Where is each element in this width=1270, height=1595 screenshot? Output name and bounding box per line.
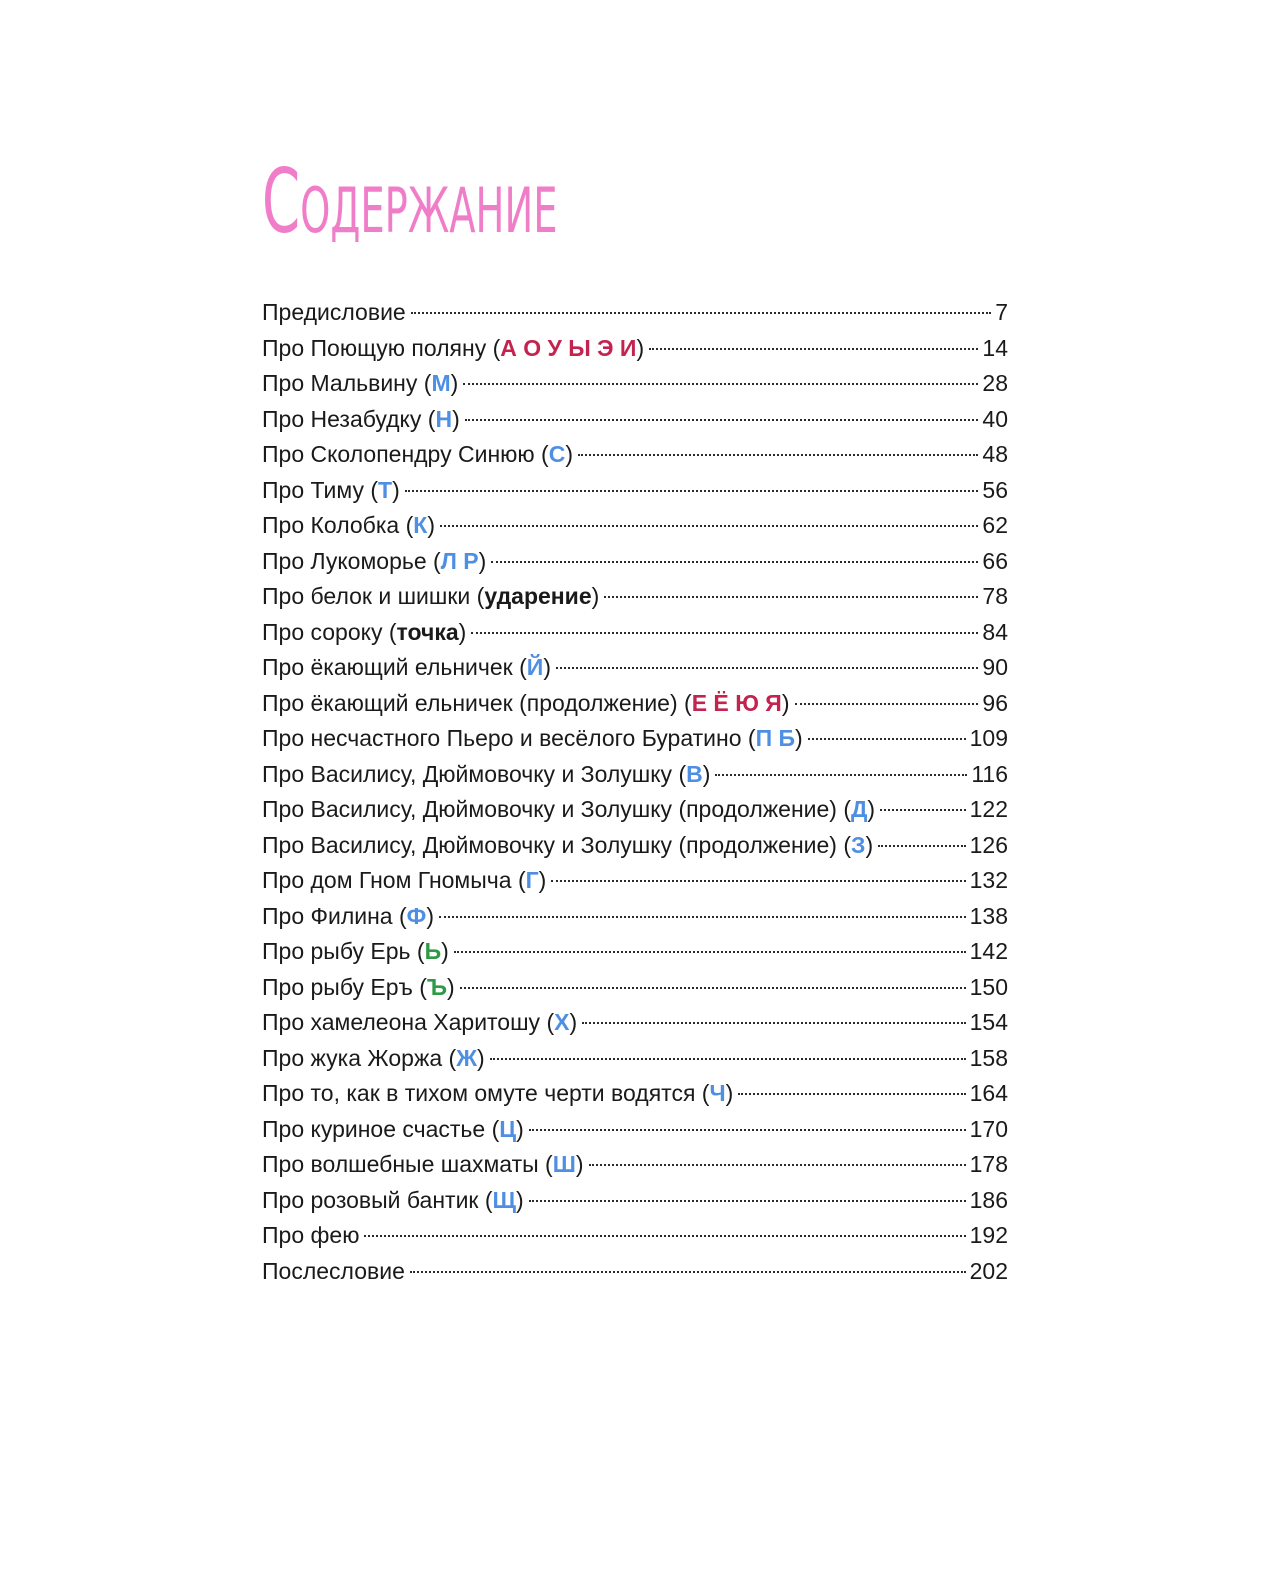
toc-entry-page-number: 142 bbox=[969, 938, 1008, 964]
toc-entry-letter-mark: Ф bbox=[406, 902, 427, 929]
dot-leader bbox=[551, 880, 965, 882]
toc-entry-title bbox=[262, 544, 486, 580]
toc-entry[interactable] bbox=[262, 1254, 1008, 1290]
dot-leader bbox=[364, 1235, 965, 1237]
dot-leader bbox=[556, 667, 978, 669]
toc-entry-mark-group: (К) bbox=[399, 512, 435, 538]
toc-entry-page-number: 116 bbox=[971, 760, 1008, 787]
toc-entry-letter-mark: З bbox=[851, 831, 866, 858]
toc-entry-letter-mark: Ь bbox=[424, 938, 442, 964]
toc-entry-title bbox=[262, 1254, 405, 1290]
dot-leader bbox=[471, 632, 978, 634]
toc-entry-letter-mark: Г bbox=[525, 867, 539, 893]
toc-entry[interactable] bbox=[262, 1112, 1008, 1148]
dot-leader bbox=[410, 1271, 966, 1273]
toc-entry-letter-mark: Ч bbox=[709, 1080, 726, 1106]
toc-entry-title-text: Про белок и шишки bbox=[262, 583, 471, 609]
dot-leader bbox=[439, 916, 966, 918]
toc-entry-letter-mark: Е Ё Ю Я bbox=[691, 689, 782, 716]
toc-entry[interactable] bbox=[262, 402, 1008, 438]
toc-entry-title-text: Про несчастного Пьеро и весёлого Буратино bbox=[262, 725, 742, 751]
toc-entry-title bbox=[262, 508, 435, 544]
toc-entry-title-text: Про рыбу Еръ bbox=[262, 973, 413, 1000]
toc-entry-title-text: Про Незабудку bbox=[262, 405, 422, 432]
toc-entry-page-number: 40 bbox=[982, 405, 1008, 432]
dot-leader bbox=[411, 312, 991, 314]
dot-leader bbox=[808, 738, 966, 740]
toc-entry[interactable] bbox=[262, 792, 1008, 828]
toc-entry[interactable] bbox=[262, 828, 1008, 864]
toc-entry-mark-group: (Ь) bbox=[410, 938, 449, 964]
toc-entry-title-text: Про Колобка bbox=[262, 512, 400, 538]
toc-entry-page-number: 14 bbox=[982, 334, 1008, 361]
dot-leader bbox=[738, 1093, 965, 1095]
toc-entry-page-number: 122 bbox=[969, 796, 1008, 822]
toc-entry[interactable] bbox=[262, 721, 1008, 757]
dot-leader bbox=[878, 845, 966, 847]
dot-leader bbox=[589, 1164, 966, 1166]
toc-entry[interactable] bbox=[262, 1041, 1008, 1077]
toc-entry-title bbox=[262, 828, 873, 864]
toc-entry-title-text: Про Сколопендру Синюю bbox=[262, 441, 535, 467]
toc-entry-title bbox=[262, 437, 573, 473]
toc-entry-title-text: Про ёкающий ельничек bbox=[262, 654, 513, 680]
toc-entry[interactable] bbox=[262, 1076, 1008, 1112]
dot-leader bbox=[454, 951, 966, 953]
toc-entry-letter-mark: Й bbox=[526, 654, 544, 680]
toc-entry-letter-mark: Ш bbox=[552, 1151, 576, 1177]
toc-entry-letter-mark: П Б bbox=[755, 725, 796, 751]
toc-entry-title bbox=[262, 934, 449, 970]
toc-entry-mark-group: (Ш) bbox=[538, 1151, 584, 1177]
toc-entry-title bbox=[262, 970, 455, 1006]
toc-entry-title bbox=[262, 1183, 524, 1219]
toc-entry[interactable] bbox=[262, 508, 1008, 544]
toc-entry-page-number: 96 bbox=[982, 689, 1008, 716]
toc-entry-title-text: Про ёкающий ельничек (продолжение) bbox=[262, 689, 678, 716]
toc-entry[interactable] bbox=[262, 757, 1008, 793]
toc-entry-page-number: 84 bbox=[982, 618, 1008, 645]
toc-entry-mark-group: (ударение) bbox=[470, 583, 600, 609]
toc-entry-title-text: Про Лукоморье bbox=[262, 547, 427, 574]
toc-entry-title bbox=[262, 331, 644, 367]
toc-entry-letter-mark: К bbox=[413, 512, 428, 538]
toc-entry-page-number: 138 bbox=[969, 902, 1008, 929]
toc-entry-title-text: Про Василису, Дюймовочку и Золушку bbox=[262, 760, 673, 787]
toc-entry-title bbox=[262, 1005, 577, 1041]
toc-entry[interactable] bbox=[262, 544, 1008, 580]
toc-entry-mark-group: (Н) bbox=[421, 405, 460, 432]
toc-entry-page-number: 7 bbox=[995, 299, 1008, 325]
toc-entry-title-text: Про сороку bbox=[262, 618, 383, 645]
toc-entry[interactable] bbox=[262, 1147, 1008, 1183]
toc-entry-title bbox=[262, 757, 710, 793]
dot-leader bbox=[529, 1129, 966, 1131]
toc-entry-title bbox=[262, 1041, 485, 1077]
toc-entry-page-number: 178 bbox=[969, 1151, 1008, 1177]
toc-entry-letter-mark: С bbox=[548, 441, 566, 467]
toc-entry-page-number: 78 bbox=[982, 583, 1008, 609]
toc-entry-page-number: 62 bbox=[982, 512, 1008, 538]
toc-entry-page-number: 164 bbox=[969, 1080, 1008, 1106]
toc-entry-mark-group: (Е Ё Ю Я) bbox=[677, 689, 790, 716]
dot-leader bbox=[490, 1058, 966, 1060]
toc-entry-page-number: 66 bbox=[982, 547, 1008, 574]
toc-entry-title bbox=[262, 473, 400, 509]
table-of-contents bbox=[262, 295, 1008, 1289]
toc-entry[interactable] bbox=[262, 863, 1008, 899]
toc-entry-mark-group: (Ч) bbox=[695, 1080, 734, 1106]
toc-entry-title-text: Про рыбу Ерь bbox=[262, 938, 411, 964]
toc-entry-title-text: Предисловие bbox=[262, 299, 406, 325]
dot-leader bbox=[604, 596, 978, 598]
toc-entry-title bbox=[262, 863, 546, 899]
toc-entry-title-text: Про жука Жоржа bbox=[262, 1044, 443, 1071]
toc-entry-title bbox=[262, 1218, 359, 1254]
dot-leader bbox=[463, 383, 978, 385]
toc-entry-mark-group: (М) bbox=[417, 370, 459, 396]
toc-entry-title bbox=[262, 792, 875, 828]
toc-entry-page-number: 202 bbox=[969, 1257, 1008, 1284]
toc-entry[interactable] bbox=[262, 615, 1008, 651]
toc-entry[interactable] bbox=[262, 686, 1008, 722]
toc-entry-mark-group: (Г) bbox=[511, 867, 547, 893]
toc-entry-letter-mark: А О У Ы Э И bbox=[500, 334, 637, 361]
toc-entry-letter-mark: Щ bbox=[492, 1186, 516, 1213]
toc-entry-page-number: 132 bbox=[969, 867, 1008, 893]
toc-entry-mark-group: (С) bbox=[534, 441, 574, 467]
toc-entry-title-text: Про хамелеона Харитошу bbox=[262, 1009, 541, 1035]
toc-entry[interactable] bbox=[262, 970, 1008, 1006]
toc-entry-title bbox=[262, 650, 551, 686]
toc-entry-mark-group: (Х) bbox=[540, 1009, 578, 1035]
toc-entry-title-text: Про то, как в тихом омуте черти водятся bbox=[262, 1080, 696, 1106]
toc-entry-title bbox=[262, 615, 466, 651]
toc-entry[interactable] bbox=[262, 437, 1008, 473]
toc-entry-title-text: Про Поющую поляну bbox=[262, 334, 487, 361]
toc-entry-letter-mark: Л Р bbox=[440, 547, 479, 574]
toc-entry-letter-mark: Н bbox=[435, 405, 453, 432]
page-title: Содержание bbox=[262, 150, 558, 253]
toc-entry-letter-mark: В bbox=[686, 760, 703, 787]
toc-entry-mark-group: (Ф) bbox=[392, 902, 434, 929]
toc-entry-mark-group: (Ж) bbox=[442, 1044, 485, 1071]
dot-leader bbox=[460, 987, 966, 989]
dot-leader bbox=[529, 1200, 966, 1202]
toc-entry-mark-group: (Т) bbox=[363, 476, 400, 503]
toc-entry[interactable] bbox=[262, 1005, 1008, 1041]
toc-entry-title-text: Про дом Гном Гномыча bbox=[262, 867, 512, 893]
dot-leader bbox=[465, 419, 979, 421]
dot-leader bbox=[582, 1022, 965, 1024]
toc-entry-mark-group: (П Б) bbox=[741, 725, 803, 751]
dot-leader bbox=[440, 525, 978, 527]
toc-entry-title-text: Про куриное счастье bbox=[262, 1115, 486, 1142]
toc-entry-page-number: 186 bbox=[969, 1186, 1008, 1213]
toc-entry-letter-mark: Ц bbox=[499, 1115, 517, 1142]
toc-entry-title-text: Про волшебные шахматы bbox=[262, 1151, 539, 1177]
toc-entry-mark-group: (З) bbox=[836, 831, 874, 858]
toc-entry-title-text: Про розовый бантик bbox=[262, 1186, 479, 1213]
toc-entry-page-number: 90 bbox=[982, 654, 1008, 680]
toc-entry-mark-group: (В) bbox=[672, 760, 711, 787]
dot-leader bbox=[649, 348, 978, 350]
toc-entry-title bbox=[262, 402, 460, 438]
toc-entry[interactable] bbox=[262, 1218, 1008, 1254]
toc-entry-title bbox=[262, 1112, 524, 1148]
toc-entry-mark-group: (Л Р) bbox=[426, 547, 487, 574]
toc-entry-page-number: 170 bbox=[969, 1115, 1008, 1142]
toc-entry-title bbox=[262, 1076, 733, 1112]
toc-entry-letter-mark: Ъ bbox=[426, 973, 447, 1000]
dot-leader bbox=[715, 774, 967, 776]
toc-entry-mark-group: (Ц) bbox=[485, 1115, 524, 1142]
toc-entry[interactable] bbox=[262, 331, 1008, 367]
toc-entry-title-text: Про Мальвину bbox=[262, 370, 418, 396]
toc-entry-title-text: Про фею bbox=[262, 1222, 360, 1248]
toc-entry-title-text: Послесловие bbox=[262, 1257, 405, 1284]
toc-entry-letter-mark: Х bbox=[554, 1009, 570, 1035]
dot-leader bbox=[880, 809, 966, 811]
toc-entry-page-number: 154 bbox=[969, 1009, 1008, 1035]
dot-leader bbox=[491, 561, 978, 563]
toc-entry[interactable] bbox=[262, 366, 1008, 402]
toc-entry-mark-group: (Й) bbox=[512, 654, 551, 680]
toc-entry-title bbox=[262, 1147, 584, 1183]
toc-entry-title bbox=[262, 899, 434, 935]
toc-entry-mark-group: (Д) bbox=[836, 796, 876, 822]
toc-entry-mark-group: (А О У Ы Э И) bbox=[486, 334, 645, 361]
toc-entry-letter-mark: ударение bbox=[484, 583, 592, 609]
toc-entry-title bbox=[262, 686, 790, 722]
toc-entry[interactable] bbox=[262, 579, 1008, 615]
toc-entry-letter-mark: Ж bbox=[456, 1044, 477, 1071]
toc-entry-title-text: Про Василису, Дюймовочку и Золушку (продолжение) bbox=[262, 831, 837, 858]
toc-entry-mark-group: (точка) bbox=[382, 618, 467, 645]
toc-entry-page-number: 48 bbox=[982, 441, 1008, 467]
dot-leader bbox=[578, 454, 978, 456]
toc-entry-title-text: Про Василису, Дюймовочку и Золушку (продолжение) bbox=[262, 796, 837, 822]
toc-entry-page-number: 109 bbox=[969, 725, 1008, 751]
toc-entry-letter-mark: Д bbox=[851, 796, 868, 822]
toc-entry-letter-mark: точка bbox=[396, 618, 459, 645]
toc-entry-page-number: 28 bbox=[982, 370, 1008, 396]
dot-leader bbox=[795, 703, 979, 705]
toc-entry-title-text: Про Тиму bbox=[262, 476, 364, 503]
toc-entry-page-number: 192 bbox=[969, 1222, 1008, 1248]
toc-entry[interactable] bbox=[262, 473, 1008, 509]
toc-entry-title-text: Про Филина bbox=[262, 902, 393, 929]
toc-entry-title bbox=[262, 366, 458, 402]
toc-entry-letter-mark: М bbox=[431, 370, 451, 396]
toc-entry[interactable] bbox=[262, 295, 1008, 331]
toc-entry-title bbox=[262, 295, 406, 331]
toc-entry-page-number: 56 bbox=[982, 476, 1008, 503]
toc-entry[interactable] bbox=[262, 650, 1008, 686]
toc-entry[interactable] bbox=[262, 1183, 1008, 1219]
toc-entry-title bbox=[262, 721, 803, 757]
toc-entry-page-number: 158 bbox=[969, 1044, 1008, 1071]
toc-entry-page-number: 126 bbox=[969, 831, 1008, 858]
toc-entry-mark-group: (Ъ) bbox=[412, 973, 455, 1000]
toc-entry-title bbox=[262, 579, 599, 615]
toc-entry-page-number: 150 bbox=[969, 973, 1008, 1000]
toc-entry-mark-group: (Щ) bbox=[478, 1186, 524, 1213]
toc-entry[interactable] bbox=[262, 934, 1008, 970]
toc-entry[interactable] bbox=[262, 899, 1008, 935]
toc-entry-letter-mark: Т bbox=[378, 476, 393, 503]
dot-leader bbox=[405, 490, 979, 492]
